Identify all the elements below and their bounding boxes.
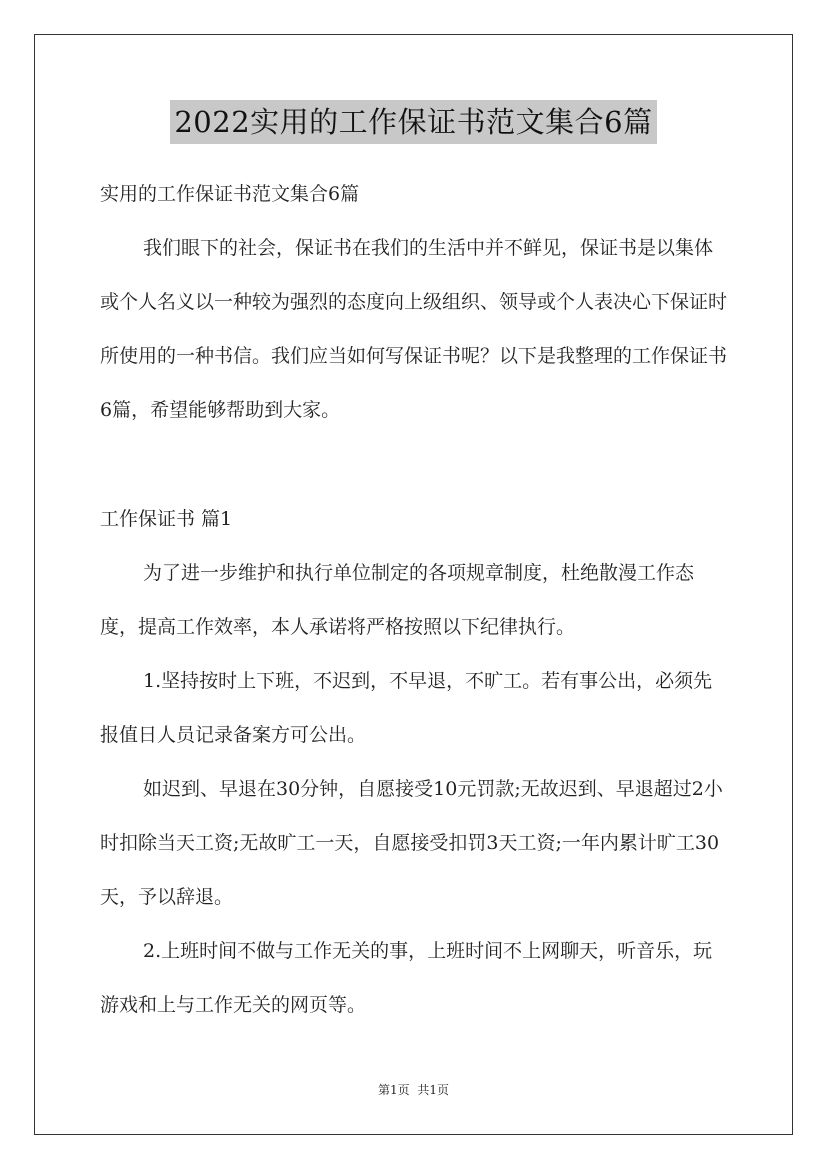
intro-paragraph: 我们眼下的社会，保证书在我们的生活中并不鲜见，保证书是以集体或个人名义以一种较为强烈的态度向上级组织、领导或个人表决心下保证时所使用的一种书信。我们应当如何写保证书呢？以下是我整理的工作保证书6篇，希望能够帮助到大家。 <box>100 237 728 421</box>
document-subtitle: 实用的工作保证书范文集合6篇 <box>100 183 360 205</box>
page-number: 第1页 <box>377 1083 410 1097</box>
paragraph-1: 为了进一步维护和执行单位制定的各项规章制度，杜绝散漫工作态度，提高工作效率，本人承诺将严格按照以下纪律执行。 <box>100 562 695 638</box>
paragraph-3: 如迟到、早退在30分钟，自愿接受10元罚款;无故迟到、早退超过2小时扣除当天工资;无故旷工一天，自愿接受扣罚3天工资;一年内累计旷工30天，予以辞退。 <box>100 778 723 908</box>
title-container <box>0 100 827 144</box>
page-total: 共1页 <box>417 1083 450 1097</box>
document-title: 2022实用的工作保证书范文集合6篇 <box>170 100 656 144</box>
paragraph-2: 1.坚持按时上下班，不迟到，不早退，不旷工。若有事公出，必须先报值日人员记录备案方可公出。 <box>100 670 713 746</box>
page-footer <box>0 1082 827 1098</box>
paragraph-4: 2.上班时间不做与工作无关的事，上班时间不上网聊天，听音乐，玩游戏和上与工作无关的网页等。 <box>100 940 713 1016</box>
section-heading: 工作保证书 篇1 <box>100 508 233 530</box>
